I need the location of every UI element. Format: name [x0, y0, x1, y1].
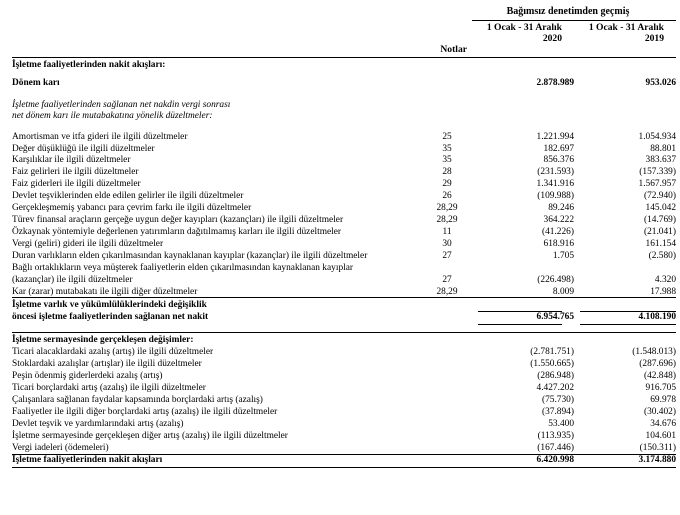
- table-row: [12, 312, 676, 323]
- table-row: [12, 239, 676, 250]
- table-row: [12, 455, 676, 466]
- notes-column-header: Notlar: [440, 44, 467, 55]
- row-note: 35: [442, 144, 452, 154]
- row-label: Ticari alacaklardaki azalış (artış) ile ilgili düzeltmeler: [12, 347, 214, 357]
- row-value-2019: 104.601: [645, 431, 676, 441]
- row-note: 11: [442, 227, 452, 237]
- row-label: Faiz gelirleri ile ilgili düzeltmeler: [12, 167, 139, 177]
- row-note: 28: [442, 167, 452, 177]
- row-value-2020: (286.948): [537, 371, 574, 381]
- column-header-2020-period: 1 Ocak - 31 Aralık: [486, 22, 562, 33]
- row-value-2019: 3.174.880: [638, 455, 676, 465]
- row-value-2019: 69.978: [650, 395, 676, 405]
- row-label: Değer düşüklüğü ile ilgili düzeltmeler: [12, 144, 155, 154]
- table-row: [12, 100, 676, 111]
- table-row: [12, 78, 676, 89]
- row-value-2020: 53.400: [548, 419, 574, 429]
- row-label: İşletme varlık ve yükümlülüklerindeki değişiklik: [12, 300, 207, 310]
- table-row: [12, 179, 676, 190]
- table-row: [12, 371, 676, 382]
- row-label: net dönem karı ile mutabakatına yönelik düzeltmeler:: [12, 111, 213, 121]
- row-value-2019: (2.580): [648, 251, 676, 261]
- table-row: [12, 215, 676, 226]
- table-row: [12, 347, 676, 358]
- row-note: 28,29: [436, 287, 458, 297]
- row-label: öncesi işletme faaliyetlerinden sağlanan net nakit: [12, 312, 209, 322]
- row-note: 28,29: [436, 215, 458, 225]
- table-row: [12, 132, 676, 143]
- row-label: Ticari borçlardaki artış (azalış) ile ilgili düzeltmeler: [12, 383, 206, 393]
- row-value-2019: 1.054.934: [638, 132, 676, 142]
- row-value-2019: (42.848): [643, 371, 676, 381]
- row-value-2019: (14.769): [643, 215, 676, 225]
- row-value-2020: 364.222: [543, 215, 574, 225]
- row-label: Stoklardaki azalışlar (artışlar) ile ilgili düzeltmeler: [12, 359, 202, 369]
- row-label: Bağlı ortaklıkların veya müşterek faaliyetlerin elden çıkarılmasından kaynaklanan kayıplar: [12, 263, 354, 273]
- row-label: Vergi (geliri) gideri ile ilgili düzeltmeler: [12, 239, 164, 249]
- column-header-2020-year: 2020: [542, 33, 562, 44]
- header-divider: [472, 20, 676, 21]
- row-value-2020: 182.697: [543, 144, 574, 154]
- row-label: Amortisman ve itfa gideri ile ilgili düzeltmeler: [12, 132, 188, 142]
- row-label: Devlet teşvik ve yardımlarındaki artış (azalış): [12, 419, 184, 429]
- row-note: 26: [442, 191, 452, 201]
- row-label: İşletme faaliyetlerinden sağlanan net nakdin vergi sonrası: [12, 100, 231, 110]
- row-value-2020: (75.730): [541, 395, 574, 405]
- row-value-2020: 6.420.998: [536, 455, 574, 465]
- table-row: [12, 383, 676, 394]
- row-label: Faaliyetler ile ilgili diğer borçlardaki artış (azalış) ile ilgili düzeltmeler: [12, 407, 278, 417]
- row-note: 35: [442, 155, 452, 165]
- row-note: 25: [442, 132, 452, 142]
- row-value-2019: 88.801: [650, 144, 676, 154]
- table-row: [12, 263, 676, 274]
- column-header-2019-period: 1 Ocak - 31 Aralık: [588, 22, 664, 33]
- table-row: [12, 359, 676, 370]
- table-rule: [12, 297, 676, 298]
- row-value-2020: 8.009: [552, 287, 574, 297]
- row-value-2020: 6.954.765: [536, 312, 574, 322]
- table-rule: [478, 311, 562, 312]
- row-label: Faiz giderleri ile ilgili düzeltmeler: [12, 179, 141, 189]
- row-label: (kazançlar) ile ilgili düzeltmeler: [12, 275, 133, 285]
- table-row: [12, 144, 676, 155]
- row-value-2020: (2.781.751): [530, 347, 574, 357]
- row-value-2019: (1.548.013): [632, 347, 676, 357]
- table-rule: [12, 467, 676, 468]
- row-label: Devlet teşviklerinden elde edilen gelirler ile ilgili düzeltmeler: [12, 191, 244, 201]
- row-label: Karşılıklar ile ilgili düzeltmeler: [12, 155, 131, 165]
- table-row: [12, 419, 676, 430]
- row-label: İşletme sermayesinde gerçekleşen değişimler:: [12, 335, 194, 345]
- row-value-2019: (21.041): [643, 227, 676, 237]
- row-value-2020: 89.246: [548, 203, 574, 213]
- row-value-2019: 17.988: [650, 287, 676, 297]
- row-value-2019: (72.940): [643, 191, 676, 201]
- row-value-2020: (226.498): [537, 275, 574, 285]
- table-row: [12, 60, 676, 71]
- row-label: Peşin ödenmiş giderlerdeki azalış (artış): [12, 371, 163, 381]
- row-value-2020: 618.916: [543, 239, 574, 249]
- row-note: 29: [442, 179, 452, 189]
- row-value-2019: 916.705: [645, 383, 676, 393]
- row-value-2019: 161.154: [645, 239, 676, 249]
- table-row: [12, 275, 676, 286]
- row-note: 30: [442, 239, 452, 249]
- table-row: [12, 167, 676, 178]
- row-value-2019: 953.026: [645, 78, 676, 88]
- row-value-2020: (1.550.665): [530, 359, 574, 369]
- table-row: [12, 335, 676, 346]
- column-header-2019-year: 2019: [644, 33, 664, 44]
- table-row: [12, 431, 676, 442]
- row-value-2019: 34.676: [650, 419, 676, 429]
- column-header-2019: [572, 22, 664, 44]
- row-note: 27: [442, 251, 452, 261]
- row-value-2019: (287.696): [639, 359, 676, 369]
- row-value-2020: (37.894): [541, 407, 574, 417]
- table-row: [12, 395, 676, 406]
- row-value-2019: 383.637: [645, 155, 676, 165]
- row-label: Gerçekleşmemiş yabancı para çevrim farkı ile ilgili düzeltmeler: [12, 203, 252, 213]
- row-value-2019: (157.339): [639, 167, 676, 177]
- row-label: Duran varlıkların elden çıkarılmasından kaynaklanan kayıplar (kazançlar) ile ilgili düzeltmeler: [12, 251, 368, 261]
- header-rule: [12, 57, 676, 58]
- table-row: [12, 191, 676, 202]
- row-value-2020: 2.878.989: [536, 78, 574, 88]
- row-value-2019: (150.311): [639, 443, 676, 453]
- table-row: [12, 300, 676, 311]
- row-value-2020: (109.988): [537, 191, 574, 201]
- row-value-2019: 1.567.957: [638, 179, 676, 189]
- table-rule: [580, 311, 676, 312]
- row-value-2020: (231.593): [537, 167, 574, 177]
- row-value-2020: 1.221.994: [536, 132, 574, 142]
- row-value-2020: 4.427.202: [536, 383, 574, 393]
- row-label: İşletme faaliyetlerinden nakit akışları:: [12, 60, 166, 70]
- row-label: Kar (zarar) mutabakatı ile ilgili diğer düzeltmeler: [12, 287, 198, 297]
- table-rule: [478, 324, 562, 325]
- row-label: İşletme faaliyetlerinden nakit akışları: [12, 455, 163, 465]
- table-row: [12, 155, 676, 166]
- table-row: [12, 251, 676, 262]
- row-value-2020: (167.446): [537, 443, 574, 453]
- row-label: Özkaynak yöntemiyle değerlenen yatırımların dağıtılmamış karları ile ilgili düzeltmeler: [12, 227, 342, 237]
- table-row: [12, 407, 676, 418]
- row-value-2020: 1.705: [552, 251, 574, 261]
- table-row: [12, 227, 676, 238]
- table-rule: [12, 332, 676, 333]
- row-value-2020: (41.226): [541, 227, 574, 237]
- column-header-2020: [470, 22, 562, 44]
- row-value-2020: (113.935): [537, 431, 574, 441]
- row-value-2019: 4.108.190: [638, 312, 676, 322]
- row-label: Çalışanlara sağlanan faydalar kapsamında borçlardaki artış (azalış): [12, 395, 263, 405]
- table-row: [12, 443, 676, 454]
- audit-status-header: Bağımsız denetimden geçmiş: [506, 6, 630, 17]
- table-row: [12, 203, 676, 214]
- table-rule: [580, 324, 676, 325]
- row-label: Dönem karı: [12, 78, 60, 88]
- row-value-2019: 145.042: [645, 203, 676, 213]
- row-value-2020: 1.341.916: [536, 179, 574, 189]
- row-note: 28,29: [436, 203, 458, 213]
- row-label: İşletme sermayesinde gerçekleşen diğer artış (azalış) ile ilgili düzeltmeler: [12, 431, 288, 441]
- row-value-2020: 856.376: [543, 155, 574, 165]
- row-value-2019: 4.320: [654, 275, 676, 285]
- row-label: Türev finansal araçların gerçeğe uygun değer kayıpları (kazançları) ile ilgili düzeltmeler: [12, 215, 344, 225]
- row-value-2019: (30.402): [643, 407, 676, 417]
- table-rule: [12, 454, 676, 455]
- row-label: Vergi iadeleri (ödemeleri): [12, 443, 109, 453]
- row-note: 27: [442, 275, 452, 285]
- table-row: [12, 111, 676, 122]
